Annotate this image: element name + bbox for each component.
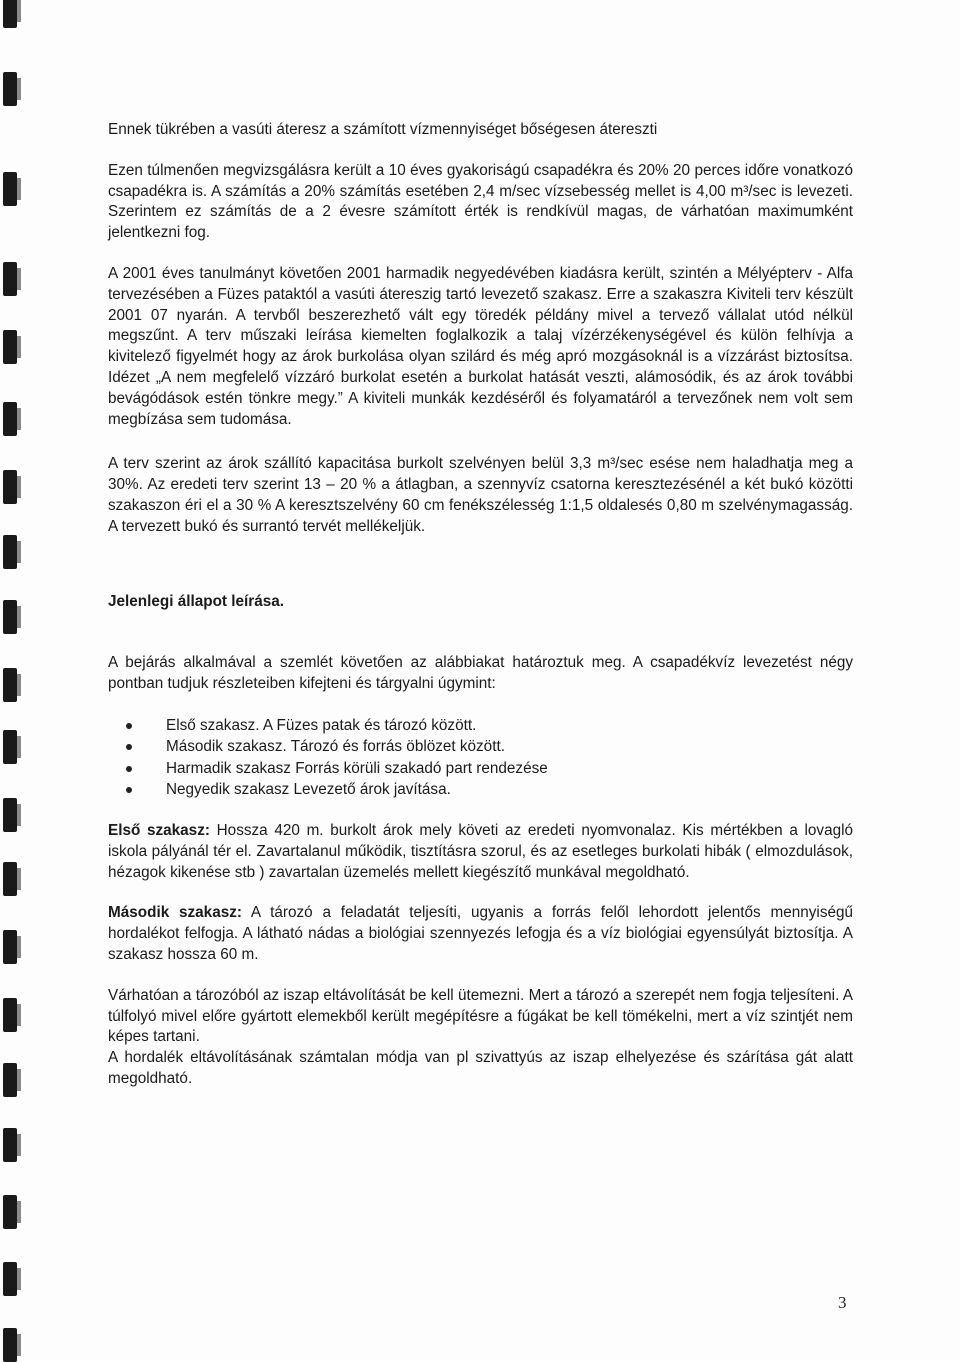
bullet-list	[108, 715, 853, 801]
binding-hole	[3, 0, 17, 28]
binding-hole	[3, 72, 17, 106]
paragraph: A terv szerint az árok szállító kapacitása burkolt szelvényen belül 3,3 m³/sec esése nem haladhatja meg a 30%. Az eredeti terv szerint 13 – 20 % a átlagban, a szennyvíz csatorna keresztezésénél a két bukó közötti szakaszon éri el a 30 % A keresztszelvény 60 cm fenékszélesség 1:1,5 oldalesés 0,80 m szelvénymagasság. A tervezett bukó és surrantó tervét mellékeljük.	[108, 455, 853, 535]
page-number: 3	[838, 1293, 847, 1312]
paragraph-text: Hossza 420 m. burkolt árok mely követi az eredeti nyomvonalaz. Kis mértékben a lovagló iskola pályánál tér el. Zavartalanul működik, tisztításra szorul, és az esetleges burkolati hibák ( elmozdulások, hézagok kikenése stb ) zavartalan üzemelés mellett kiegészítő munkával megoldható.	[108, 821, 853, 881]
binding-hole	[3, 930, 17, 964]
list-item: Harmadik szakasz Forrás körüli szakadó part rendezése	[166, 758, 853, 780]
paragraph: Ezen túlmenően megvizsgálásra került a 10 éves gyakoriságú csapadékra és 20% 20 perces időre vonatkozó csapadékra is. A számítás a 20% számítás esetében 2,4 m/sec vízsebesség mellet is 4,00 m³/sec is levezeti. Szerintem ez számítás de a 2 évesre számított érték is rendkívül magas, de várhatóan maximumként jelentkezni fog.	[108, 161, 853, 242]
binding-strip	[0, 0, 26, 1360]
paragraph	[108, 903, 853, 965]
list-item: Második szakasz. Tározó és forrás öblözet között.	[166, 736, 853, 758]
binding-hole	[3, 172, 17, 206]
list-item: Negyedik szakasz Levezető árok javítása.	[166, 779, 853, 801]
paragraph	[108, 821, 853, 883]
paragraph: A bejárás alkalmával a szemlét követően az alábbiakat határoztuk meg. A csapadékvíz levezetést négy pontban tudjuk részleteiben kifejteni és tárgyalni úgymint:	[108, 654, 853, 693]
document-body	[108, 120, 853, 1090]
paragraph: Ennek tükrében a vasúti áteresz a számított vízmennyiséget bőségesen átereszti	[108, 121, 658, 138]
binding-hole	[3, 1262, 17, 1296]
section-label: Második szakasz:	[108, 904, 242, 922]
binding-hole	[3, 798, 17, 832]
binding-hole	[3, 1328, 17, 1362]
binding-hole	[3, 1063, 17, 1097]
binding-hole	[3, 1128, 17, 1162]
binding-hole	[3, 262, 17, 296]
binding-hole	[3, 600, 17, 634]
binding-hole	[3, 862, 17, 896]
binding-hole	[3, 402, 17, 436]
paragraph: Várhatóan a tározóból az iszap eltávolítását be kell ütemezni. Mert a tározó a szerepét nem fogja teljesíteni. A túlfolyó mivel előre gyártott elemekből került megépítésre a fúgákat be kell tömékelni, mert a víz szintjét nem képes tartani.	[108, 986, 853, 1046]
section-label: Első szakasz:	[108, 821, 210, 839]
list-item: Első szakasz. A Füzes patak és tározó között.	[166, 715, 853, 737]
binding-hole	[3, 1195, 17, 1229]
binding-hole	[3, 668, 17, 702]
binding-hole	[3, 330, 17, 364]
paragraph: A hordalék eltávolításának számtalan módja van pl szivattyús az iszap elhelyezése és szárítása gát alatt megoldható.	[108, 1049, 853, 1087]
paragraph-text: A tározó a feladatát teljesíti, ugyanis a forrás felől lehordott jelentős mennyiségű hordalékot felfogja. A látható nádas a biológiai szennyezés lefogja és a víz biológiai egyensúlyát biztosítja. A szakasz hossza 60 m.	[108, 904, 853, 963]
paragraph: A 2001 éves tanulmányt követően 2001 harmadik negyedévében kiadásra került, szintén a Mélyépterv - Alfa tervezésében a Füzes pataktól a vasúti átereszig tartó levezető szakasz. Erre a szakaszra Kiviteli terv készült 2001 07 nyarán. A tervből beszerezhető vált egy töredék példány mivel a tervező vállalat utód nélkül megszűnt. A terv műszaki leírása kiemelten foglalkozik a talaj vízérzékenységével és külön felhívja a kivitelező figyelmét hogy az árok burkolása olyan szilárd és még apró mozgásoknál is a vízzárást biztosítsa. Idézet „A nem megfelelő vízzáró burkolat esetén a burkolat hatását veszti, alámosódik, és az árok további bevágódások estén tönkre megy.” A kiviteli munkák kezdéséről és folyamatáról a tervezőnek nem volt sem megbízása sem tudomása.	[108, 264, 853, 428]
binding-hole	[3, 535, 17, 569]
section-heading: Jelenlegi állapot leírása.	[108, 592, 284, 610]
binding-hole	[3, 998, 17, 1032]
binding-hole	[3, 730, 17, 764]
binding-hole	[3, 470, 17, 504]
